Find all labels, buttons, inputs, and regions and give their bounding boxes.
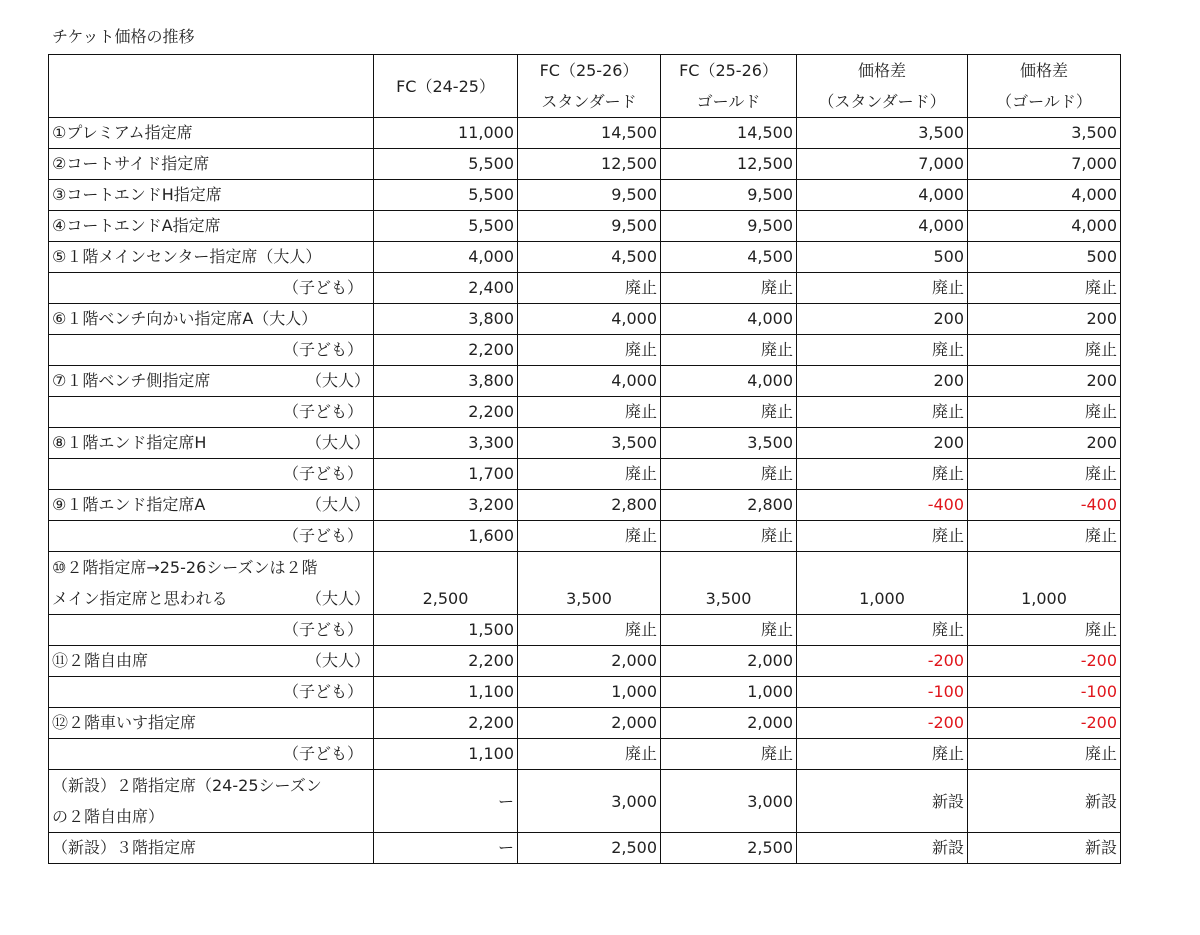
- header-text: FC（24-25）: [396, 76, 495, 96]
- value-cell: 4,000: [968, 180, 1121, 211]
- value-cell: 新設: [968, 770, 1121, 833]
- value-cell: 2,500: [661, 833, 797, 864]
- value-cell: 廃止: [661, 273, 797, 304]
- value-cell: -200: [797, 708, 968, 739]
- row-label-line: （新設）２階指定席（24-25シーズン: [52, 776, 322, 795]
- value-cell: 廃止: [518, 615, 661, 646]
- row-label: （子ども）: [49, 273, 374, 304]
- header-text: 価格差: [857, 61, 906, 80]
- value-cell: 1,600: [374, 521, 518, 552]
- row-label-suffix: （大人）: [305, 371, 370, 390]
- value-cell: 廃止: [797, 739, 968, 770]
- value-cell: 14,500: [661, 118, 797, 149]
- table-row: [49, 833, 1121, 864]
- table-row: [49, 552, 1121, 615]
- value-cell: 500: [968, 242, 1121, 273]
- value-cell: 200: [797, 304, 968, 335]
- value-cell: 3,500: [797, 118, 968, 149]
- header-empty: [49, 55, 374, 118]
- value-cell: 1,700: [374, 459, 518, 490]
- row-label-suffix: （大人）: [305, 433, 370, 452]
- value-cell: 12,500: [518, 149, 661, 180]
- table-row: [49, 242, 1121, 273]
- row-label: ⑤１階メインセンター指定席（大人）: [49, 242, 374, 273]
- row-label: ③コートエンドH指定席: [49, 180, 374, 211]
- value-cell: 廃止: [518, 521, 661, 552]
- table-row: [49, 677, 1121, 708]
- value-cell: 4,000: [518, 366, 661, 397]
- value-cell: -200: [968, 708, 1121, 739]
- value-cell: 4,000: [797, 180, 968, 211]
- value-cell: 廃止: [797, 335, 968, 366]
- value-cell: 廃止: [661, 521, 797, 552]
- value-cell: 廃止: [797, 397, 968, 428]
- row-label-text: ⑨１階エンド指定席A: [52, 495, 206, 514]
- value-cell: 11,000: [374, 118, 518, 149]
- header-text: ゴールド: [696, 92, 761, 111]
- row-label: ②コートサイド指定席: [49, 149, 374, 180]
- header-diff-gold: [968, 55, 1121, 118]
- value-cell: 200: [968, 428, 1121, 459]
- value-cell: 2,000: [518, 708, 661, 739]
- price-table: [48, 54, 1121, 864]
- value-cell: 廃止: [661, 397, 797, 428]
- value-cell: 3,300: [374, 428, 518, 459]
- row-label: （子ども）: [49, 739, 374, 770]
- value-cell: -100: [797, 677, 968, 708]
- row-label-line: ⑩２階指定席→25-26シーズンは２階: [52, 558, 318, 577]
- value-cell: 3,800: [374, 304, 518, 335]
- value-cell: 12,500: [661, 149, 797, 180]
- value-cell: 1,000: [661, 677, 797, 708]
- value-cell: 廃止: [518, 397, 661, 428]
- value-cell: 2,000: [518, 646, 661, 677]
- value-cell: 2,800: [518, 490, 661, 521]
- header-fc-24-25: [374, 55, 518, 118]
- value-cell: -100: [968, 677, 1121, 708]
- row-label: （子ども）: [49, 677, 374, 708]
- value-cell: 廃止: [661, 335, 797, 366]
- value-cell: 2,800: [661, 490, 797, 521]
- value-cell: 4,500: [518, 242, 661, 273]
- value-cell: 新設: [797, 833, 968, 864]
- header-fc-25-26-gold: [661, 55, 797, 118]
- row-label: [49, 366, 374, 397]
- value-cell: 1,000: [968, 552, 1121, 615]
- value-cell: 4,000: [797, 211, 968, 242]
- value-cell: 3,000: [518, 770, 661, 833]
- row-label-suffix: （大人）: [305, 651, 370, 670]
- table-row: [49, 273, 1121, 304]
- table-row: [49, 335, 1121, 366]
- value-cell: 2,500: [374, 552, 518, 615]
- table-row: [49, 708, 1121, 739]
- value-cell: 1,100: [374, 677, 518, 708]
- value-cell: 4,000: [374, 242, 518, 273]
- value-cell: 200: [797, 428, 968, 459]
- value-cell: 3,500: [968, 118, 1121, 149]
- value-cell: 新設: [797, 770, 968, 833]
- value-cell: 1,500: [374, 615, 518, 646]
- value-cell: 4,000: [661, 366, 797, 397]
- row-label: [49, 646, 374, 677]
- value-cell: -200: [797, 646, 968, 677]
- value-cell: 7,000: [968, 149, 1121, 180]
- table-row: [49, 646, 1121, 677]
- row-label: [49, 428, 374, 459]
- row-label-text: ⑦１階ベンチ側指定席: [52, 371, 211, 390]
- row-label-line: [52, 490, 370, 520]
- row-label: ⑫２階車いす指定席: [49, 708, 374, 739]
- value-cell: 2,000: [661, 708, 797, 739]
- value-cell: 5,500: [374, 211, 518, 242]
- value-cell: 廃止: [968, 273, 1121, 304]
- value-cell: 廃止: [661, 615, 797, 646]
- row-label-text: メイン指定席と思われる: [52, 589, 228, 608]
- value-cell: 2,200: [374, 646, 518, 677]
- value-cell: 2,200: [374, 335, 518, 366]
- row-label-line: [52, 583, 370, 614]
- value-cell: 廃止: [968, 459, 1121, 490]
- value-cell: 9,500: [661, 180, 797, 211]
- value-cell: 廃止: [968, 739, 1121, 770]
- header-text: 価格差: [1019, 61, 1068, 80]
- value-cell: 3,500: [518, 552, 661, 615]
- row-label-line: [52, 428, 370, 458]
- value-cell: -400: [797, 490, 968, 521]
- table-row: [49, 770, 1121, 833]
- value-cell: 3,500: [518, 428, 661, 459]
- value-cell: 14,500: [518, 118, 661, 149]
- value-cell: 3,800: [374, 366, 518, 397]
- table-row: [49, 304, 1121, 335]
- value-cell: 3,000: [661, 770, 797, 833]
- value-cell: 4,000: [968, 211, 1121, 242]
- row-label: ⑥１階ベンチ向かい指定席A（大人）: [49, 304, 374, 335]
- value-cell: 廃止: [797, 273, 968, 304]
- row-label-suffix: （大人）: [305, 589, 370, 608]
- row-label: （子ども）: [49, 335, 374, 366]
- header-text: （スタンダード）: [818, 92, 946, 111]
- table-row: [49, 149, 1121, 180]
- value-cell: 200: [797, 366, 968, 397]
- value-cell: -200: [968, 646, 1121, 677]
- row-label-text: ⑪２階自由席: [52, 651, 149, 670]
- table-row: [49, 118, 1121, 149]
- table-row: [49, 459, 1121, 490]
- value-cell: 廃止: [968, 615, 1121, 646]
- header-fc-25-26-standard: [518, 55, 661, 118]
- value-cell: 廃止: [968, 397, 1121, 428]
- value-cell: 2,200: [374, 708, 518, 739]
- value-cell: 4,500: [661, 242, 797, 273]
- table-row: [49, 397, 1121, 428]
- value-cell: 廃止: [661, 739, 797, 770]
- row-label: [49, 552, 374, 615]
- value-cell: 4,000: [661, 304, 797, 335]
- row-label: （子ども）: [49, 615, 374, 646]
- row-label-text: ⑧１階エンド指定席H: [52, 433, 207, 452]
- value-cell: 廃止: [968, 335, 1121, 366]
- value-cell: 7,000: [797, 149, 968, 180]
- value-cell: 2,500: [518, 833, 661, 864]
- value-cell: 廃止: [518, 459, 661, 490]
- value-cell: 1,100: [374, 739, 518, 770]
- row-label: （子ども）: [49, 459, 374, 490]
- table-row: [49, 211, 1121, 242]
- row-label: [49, 770, 374, 833]
- page-title: チケット価格の推移: [52, 27, 195, 46]
- value-cell: 9,500: [661, 211, 797, 242]
- table-row: [49, 521, 1121, 552]
- value-cell: 500: [797, 242, 968, 273]
- value-cell: 新設: [968, 833, 1121, 864]
- value-cell: 5,500: [374, 149, 518, 180]
- value-cell: 1,000: [518, 677, 661, 708]
- row-label: （子ども）: [49, 397, 374, 428]
- table-row: [49, 428, 1121, 459]
- value-cell: 2,000: [661, 646, 797, 677]
- value-cell: 廃止: [518, 273, 661, 304]
- value-cell: -400: [968, 490, 1121, 521]
- table-row: [49, 490, 1121, 521]
- value-cell: 4,000: [518, 304, 661, 335]
- table-row: [49, 615, 1121, 646]
- value-cell: ー: [374, 833, 518, 864]
- value-cell: 廃止: [518, 335, 661, 366]
- value-cell: 5,500: [374, 180, 518, 211]
- row-label: ④コートエンドA指定席: [49, 211, 374, 242]
- header-text: スタンダード: [541, 92, 637, 111]
- value-cell: 廃止: [661, 459, 797, 490]
- value-cell: 廃止: [797, 521, 968, 552]
- value-cell: 9,500: [518, 211, 661, 242]
- row-label-line: [52, 366, 370, 396]
- header-text: FC（25-26）: [539, 61, 639, 80]
- header-text: （ゴールド）: [996, 92, 1092, 111]
- row-label: ①プレミアム指定席: [49, 118, 374, 149]
- value-cell: 2,400: [374, 273, 518, 304]
- header-diff-standard: [797, 55, 968, 118]
- value-cell: 2,200: [374, 397, 518, 428]
- value-cell: 廃止: [797, 615, 968, 646]
- value-cell: 3,500: [661, 552, 797, 615]
- value-cell: 200: [968, 304, 1121, 335]
- row-label-line: の２階自由席）: [52, 807, 165, 826]
- row-label: （新設）３階指定席: [49, 833, 374, 864]
- value-cell: 廃止: [518, 739, 661, 770]
- value-cell: 9,500: [518, 180, 661, 211]
- table-row: [49, 180, 1121, 211]
- value-cell: 200: [968, 366, 1121, 397]
- row-label-line: [52, 646, 370, 676]
- table-row: [49, 739, 1121, 770]
- row-label: [49, 490, 374, 521]
- value-cell: ー: [374, 770, 518, 833]
- value-cell: 3,200: [374, 490, 518, 521]
- value-cell: 3,500: [661, 428, 797, 459]
- table-row: [49, 366, 1121, 397]
- value-cell: 廃止: [968, 521, 1121, 552]
- header-row: [49, 55, 1121, 118]
- row-label: （子ども）: [49, 521, 374, 552]
- value-cell: 廃止: [797, 459, 968, 490]
- row-label-suffix: （大人）: [305, 495, 370, 514]
- value-cell: 1,000: [797, 552, 968, 615]
- header-text: FC（25-26）: [679, 61, 778, 80]
